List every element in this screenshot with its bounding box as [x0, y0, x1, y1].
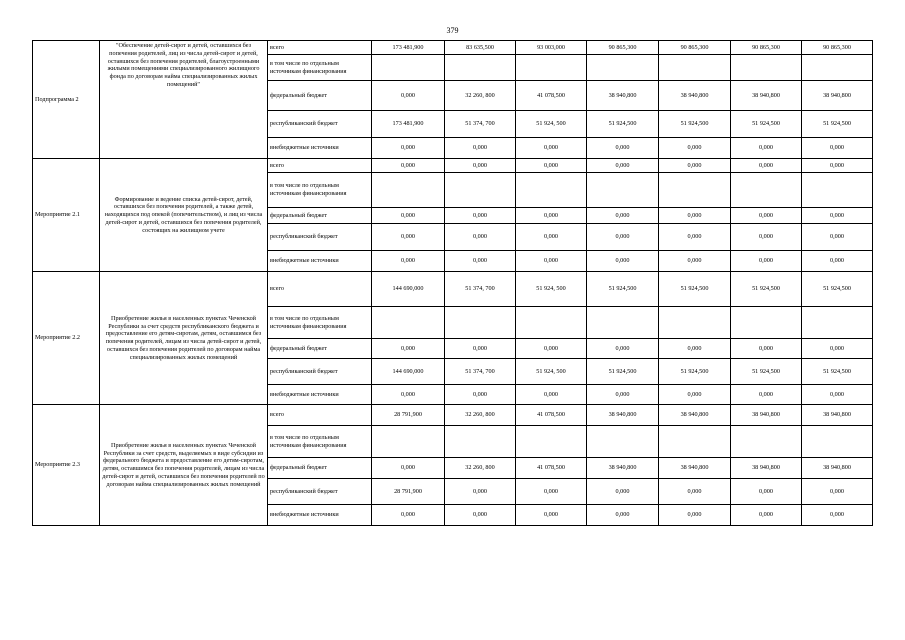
amount-cell: 0,000: [372, 339, 445, 359]
amount-cell: [802, 55, 873, 81]
amount-cell: 51 924,500: [587, 359, 659, 385]
funding-source-cell: всего: [268, 272, 372, 307]
amount-cell: [802, 307, 873, 339]
amount-cell: 38 940,800: [659, 458, 731, 479]
amount-cell: 0,000: [587, 224, 659, 251]
amount-cell: 51 374, 700: [445, 111, 516, 138]
program-description-cell: Приобретение жилья в населенных пунктах Чеченской Республики за счет средств, выделяемых в виде субсидии из федерального бюджета и предоставление его детям-сиротам, детям, оставшимся без попечения родителей, лицам из числа детей-сирот и детей, оставшихся без попечения родителей по договорам найма специализированных жилых помещений: [100, 405, 268, 526]
amount-cell: 0,000: [731, 159, 802, 173]
amount-cell: 90 865,300: [587, 41, 659, 55]
amount-cell: 51 924,500: [587, 111, 659, 138]
amount-cell: 32 260, 800: [445, 458, 516, 479]
amount-cell: 51 924,500: [802, 359, 873, 385]
funding-source-cell: республиканский бюджет: [268, 111, 372, 138]
amount-cell: [372, 55, 445, 81]
funding-source-cell: в том числе по отдельным источникам финансирования: [268, 55, 372, 81]
amount-cell: 0,000: [587, 505, 659, 526]
amount-cell: 51 374, 700: [445, 359, 516, 385]
amount-cell: 0,000: [659, 208, 731, 224]
amount-cell: [659, 426, 731, 458]
amount-cell: 32 260, 800: [445, 81, 516, 111]
amount-cell: 0,000: [731, 339, 802, 359]
amount-cell: 0,000: [731, 224, 802, 251]
amount-cell: 173 481,900: [372, 111, 445, 138]
table-row: [33, 159, 873, 173]
amount-cell: 0,000: [731, 505, 802, 526]
amount-cell: 38 940,800: [802, 458, 873, 479]
amount-cell: 0,000: [372, 385, 445, 405]
funding-source-cell: федеральный бюджет: [268, 208, 372, 224]
program-name-cell: Подпрограмма 2: [33, 41, 100, 159]
amount-cell: 0,000: [731, 251, 802, 272]
funding-source-cell: внебюджетные источники: [268, 251, 372, 272]
amount-cell: 0,000: [802, 251, 873, 272]
amount-cell: 0,000: [516, 208, 587, 224]
amount-cell: 41 078,500: [516, 458, 587, 479]
amount-cell: [516, 426, 587, 458]
amount-cell: 0,000: [587, 208, 659, 224]
amount-cell: 0,000: [372, 505, 445, 526]
amount-cell: [659, 55, 731, 81]
amount-cell: [445, 307, 516, 339]
amount-cell: [516, 173, 587, 208]
amount-cell: 0,000: [516, 159, 587, 173]
amount-cell: [587, 307, 659, 339]
amount-cell: 0,000: [445, 385, 516, 405]
amount-cell: 0,000: [445, 479, 516, 505]
amount-cell: 0,000: [445, 339, 516, 359]
amount-cell: 0,000: [731, 138, 802, 159]
amount-cell: 90 865,300: [731, 41, 802, 55]
amount-cell: 51 924,500: [659, 272, 731, 307]
amount-cell: 41 078,500: [516, 81, 587, 111]
amount-cell: 0,000: [445, 138, 516, 159]
amount-cell: 0,000: [587, 138, 659, 159]
amount-cell: 0,000: [659, 138, 731, 159]
amount-cell: 0,000: [445, 505, 516, 526]
amount-cell: [802, 173, 873, 208]
program-description-cell: "Обеспечение детей-сирот и детей, оставшихся без попечения родителей, лиц из числа детей-сирот и детей, оставшихся без попечения родителей, благоустроенными жилыми помещениями специализированного жилищного фонда по договорам найма специализированных жилых помещений": [100, 41, 268, 159]
amount-cell: 28 791,900: [372, 405, 445, 426]
amount-cell: [731, 307, 802, 339]
amount-cell: 0,000: [516, 505, 587, 526]
amount-cell: 38 940,800: [802, 405, 873, 426]
amount-cell: 0,000: [659, 159, 731, 173]
amount-cell: 144 690,000: [372, 359, 445, 385]
amount-cell: 0,000: [445, 224, 516, 251]
amount-cell: 0,000: [587, 385, 659, 405]
funding-source-cell: всего: [268, 159, 372, 173]
amount-cell: 0,000: [445, 208, 516, 224]
amount-cell: 38 940,800: [587, 458, 659, 479]
amount-cell: [587, 426, 659, 458]
amount-cell: 51 924, 500: [516, 272, 587, 307]
amount-cell: 38 940,800: [731, 81, 802, 111]
amount-cell: 51 924,500: [659, 111, 731, 138]
funding-source-cell: федеральный бюджет: [268, 458, 372, 479]
amount-cell: 38 940,800: [659, 81, 731, 111]
table-row: [33, 41, 873, 55]
amount-cell: 0,000: [802, 159, 873, 173]
amount-cell: 51 374, 700: [445, 272, 516, 307]
amount-cell: 0,000: [659, 339, 731, 359]
amount-cell: 0,000: [372, 81, 445, 111]
amount-cell: 0,000: [516, 385, 587, 405]
program-name-cell: Мероприятие 2.3: [33, 405, 100, 526]
table-row: [33, 405, 873, 426]
amount-cell: [372, 307, 445, 339]
amount-cell: 38 940,800: [659, 405, 731, 426]
amount-cell: [731, 426, 802, 458]
amount-cell: 0,000: [587, 479, 659, 505]
amount-cell: 0,000: [587, 159, 659, 173]
amount-cell: 0,000: [659, 251, 731, 272]
amount-cell: 0,000: [659, 385, 731, 405]
funding-source-cell: федеральный бюджет: [268, 81, 372, 111]
program-name-cell: Мероприятие 2.2: [33, 272, 100, 405]
amount-cell: 0,000: [659, 505, 731, 526]
amount-cell: 93 003,000: [516, 41, 587, 55]
funding-source-cell: федеральный бюджет: [268, 339, 372, 359]
amount-cell: 0,000: [372, 458, 445, 479]
amount-cell: 51 924,500: [731, 272, 802, 307]
amount-cell: 0,000: [802, 224, 873, 251]
amount-cell: 0,000: [516, 339, 587, 359]
amount-cell: 0,000: [802, 339, 873, 359]
amount-cell: 83 635,500: [445, 41, 516, 55]
funding-source-cell: внебюджетные источники: [268, 138, 372, 159]
program-description-cell: Приобретение жилья в населенных пунктах Чеченской Республики за счет средств республиканского бюджета и предоставление его детям-сиротам, детям, оставшимся без попечения родителей, лицам из числа детей-сирот и детей, оставшихся без попечения родителей по договорам найма специализированных жилых помещений: [100, 272, 268, 405]
amount-cell: [587, 173, 659, 208]
funding-source-cell: всего: [268, 41, 372, 55]
funding-source-cell: в том числе по отдельным источникам финансирования: [268, 307, 372, 339]
amount-cell: 51 924,500: [802, 272, 873, 307]
funding-source-cell: республиканский бюджет: [268, 479, 372, 505]
amount-cell: [445, 173, 516, 208]
amount-cell: 51 924,500: [731, 111, 802, 138]
amount-cell: 0,000: [516, 479, 587, 505]
amount-cell: 0,000: [516, 138, 587, 159]
funding-source-cell: всего: [268, 405, 372, 426]
amount-cell: 0,000: [731, 479, 802, 505]
amount-cell: 0,000: [372, 208, 445, 224]
funding-source-cell: внебюджетные источники: [268, 505, 372, 526]
amount-cell: 173 481,900: [372, 41, 445, 55]
amount-cell: [731, 173, 802, 208]
amount-cell: 0,000: [587, 251, 659, 272]
amount-cell: 0,000: [372, 159, 445, 173]
amount-cell: 0,000: [372, 224, 445, 251]
amount-cell: 0,000: [802, 385, 873, 405]
amount-cell: [516, 55, 587, 81]
amount-cell: [445, 426, 516, 458]
amount-cell: 0,000: [587, 339, 659, 359]
amount-cell: 51 924, 500: [516, 111, 587, 138]
amount-cell: 0,000: [802, 479, 873, 505]
amount-cell: [731, 55, 802, 81]
amount-cell: 51 924,500: [731, 359, 802, 385]
amount-cell: [659, 173, 731, 208]
amount-cell: [445, 55, 516, 81]
amount-cell: 0,000: [731, 208, 802, 224]
amount-cell: 0,000: [445, 251, 516, 272]
table-row: [33, 272, 873, 307]
amount-cell: 144 690,000: [372, 272, 445, 307]
amount-cell: 28 791,900: [372, 479, 445, 505]
amount-cell: [372, 426, 445, 458]
amount-cell: 0,000: [802, 138, 873, 159]
amount-cell: [516, 307, 587, 339]
funding-source-cell: республиканский бюджет: [268, 359, 372, 385]
amount-cell: 41 078,500: [516, 405, 587, 426]
amount-cell: 51 924, 500: [516, 359, 587, 385]
amount-cell: 38 940,800: [802, 81, 873, 111]
page-number: 379: [446, 26, 459, 35]
amount-cell: 51 924,500: [659, 359, 731, 385]
amount-cell: [372, 173, 445, 208]
amount-cell: 38 940,800: [587, 405, 659, 426]
amount-cell: 90 865,300: [659, 41, 731, 55]
amount-cell: 0,000: [516, 224, 587, 251]
amount-cell: 0,000: [445, 159, 516, 173]
amount-cell: [659, 307, 731, 339]
amount-cell: 51 924,500: [802, 111, 873, 138]
amount-cell: 0,000: [659, 224, 731, 251]
funding-source-cell: в том числе по отдельным источникам финансирования: [268, 426, 372, 458]
funding-source-cell: в том числе по отдельным источникам финансирования: [268, 173, 372, 208]
amount-cell: [802, 426, 873, 458]
amount-cell: 38 940,800: [731, 405, 802, 426]
funding-source-cell: внебюджетные источники: [268, 385, 372, 405]
amount-cell: 0,000: [802, 505, 873, 526]
amount-cell: 0,000: [731, 385, 802, 405]
amount-cell: 0,000: [372, 251, 445, 272]
amount-cell: 38 940,800: [731, 458, 802, 479]
amount-cell: 32 260, 800: [445, 405, 516, 426]
budget-table-body: [33, 41, 873, 526]
amount-cell: 0,000: [372, 138, 445, 159]
amount-cell: 38 940,800: [587, 81, 659, 111]
amount-cell: 0,000: [802, 208, 873, 224]
program-name-cell: Мероприятие 2.1: [33, 159, 100, 272]
amount-cell: 0,000: [516, 251, 587, 272]
funding-source-cell: республиканский бюджет: [268, 224, 372, 251]
amount-cell: 0,000: [659, 479, 731, 505]
budget-table: [32, 40, 873, 526]
amount-cell: 51 924,500: [587, 272, 659, 307]
amount-cell: 90 865,300: [802, 41, 873, 55]
program-description-cell: Формирование и ведение списка детей-сирот, детей, оставшихся без попечения родителей, а также детей, находящихся под опекой (попечительством), и лиц из числа детей-сирот и детей, оставшихся без попечения родителей, состоящих на жилищном учете: [100, 159, 268, 272]
amount-cell: [587, 55, 659, 81]
